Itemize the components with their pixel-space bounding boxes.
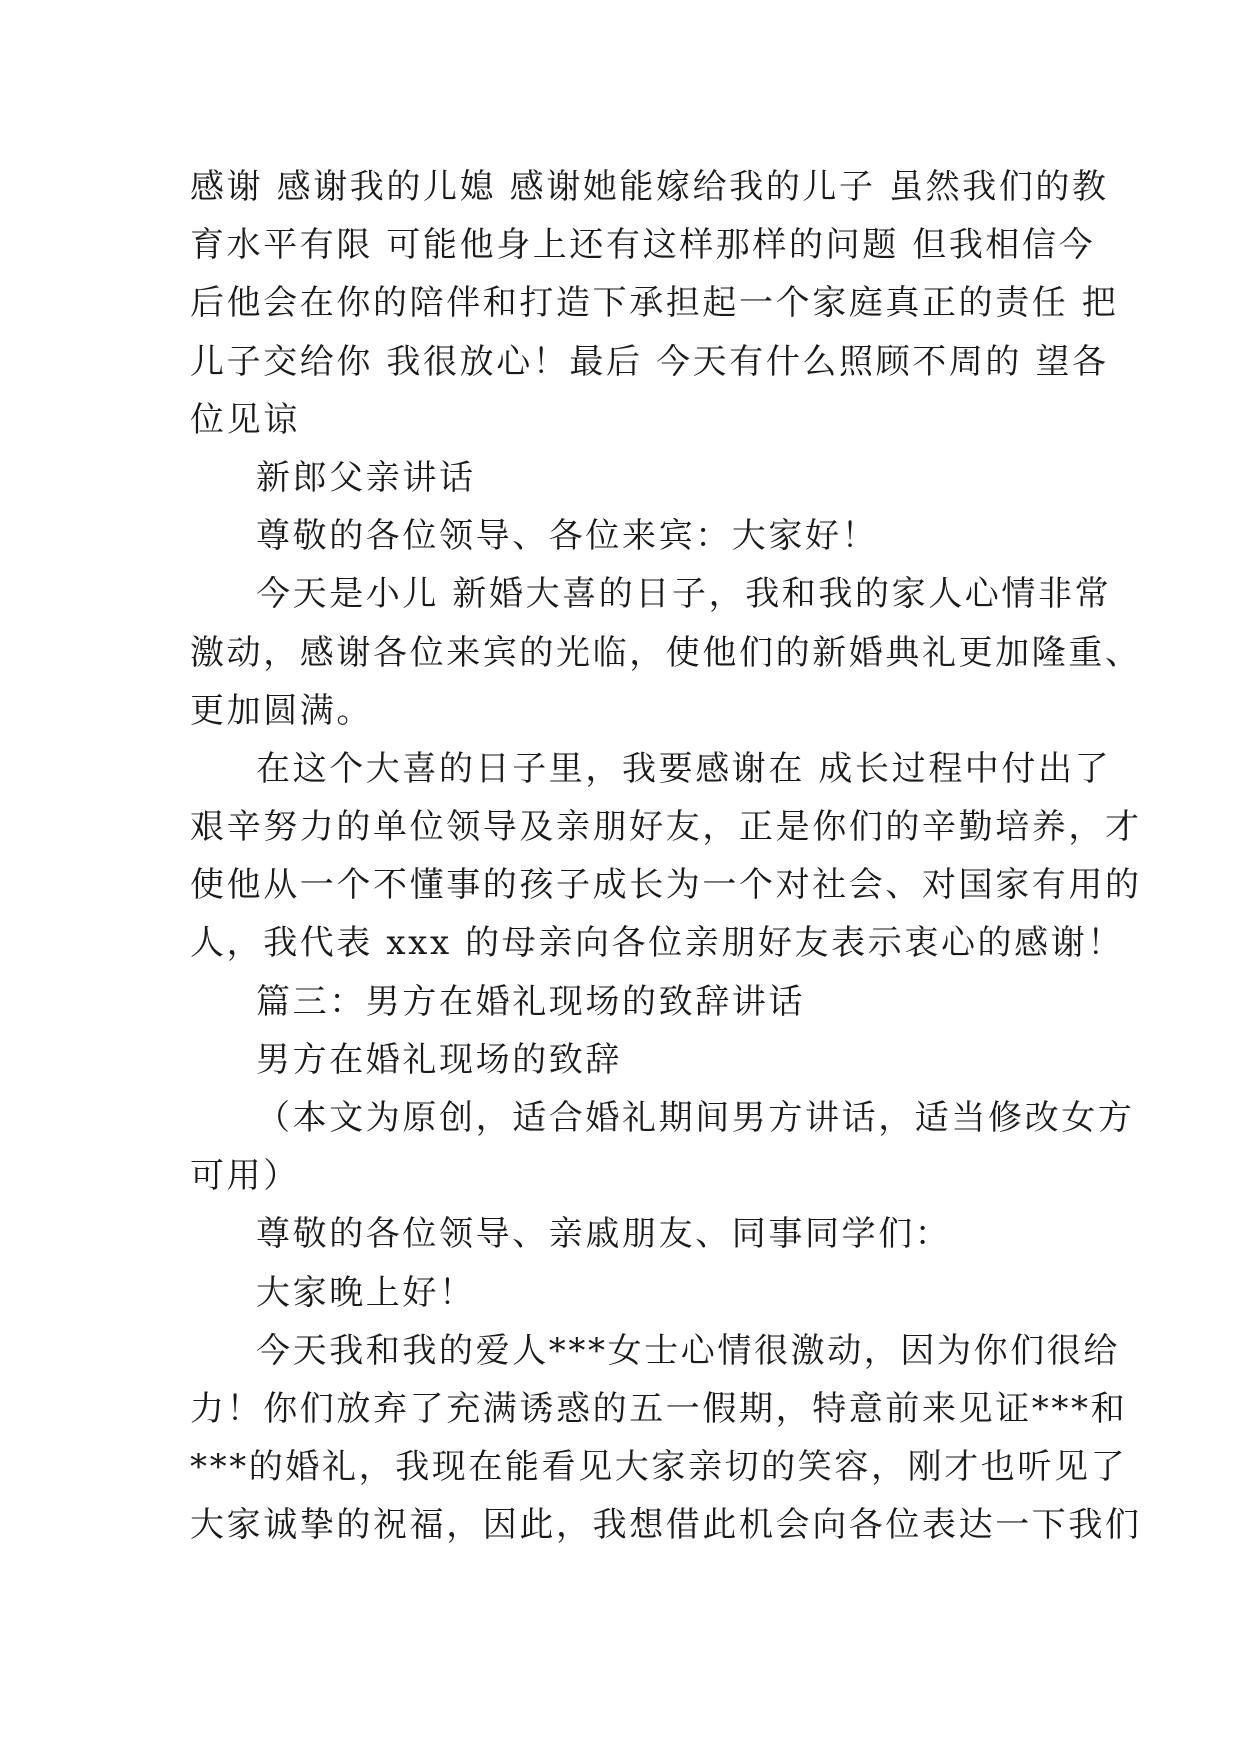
text-line: 育水平有限 可能他身上还有这样那样的问题 但我相信今 — [190, 225, 1096, 266]
article-title: 男方在婚礼现场的致辞 — [256, 1039, 622, 1080]
text-line: 激动，感谢各位来宾的光临，使他们的新婚典礼更加隆重、 — [190, 632, 1142, 673]
salutation: 尊敬的各位领导、各位来宾：大家好！ — [256, 516, 879, 557]
text-line: 可用） — [190, 1156, 300, 1197]
paragraph-start: 今天我和我的爱人***女士心情很激动，因为你们很给 — [256, 1330, 1120, 1371]
note-paragraph: （本文为原创，适合婚礼期间男方讲话，适当修改女方 — [256, 1098, 1135, 1138]
text-line: 后他会在你的陪伴和打造下承担起一个家庭真正的责任 把 — [190, 283, 1119, 324]
text-line: ***的婚礼，我现在能看见大家亲切的笑容，刚才也听见了 — [190, 1447, 1128, 1488]
text-line: 位见谅 — [190, 399, 300, 440]
paragraph-start: 今天是小儿 新婚大喜的日子，我和我的家人心情非常 — [256, 574, 1112, 615]
greeting: 大家晚上好！ — [256, 1272, 476, 1313]
text-line: 艰辛努力的单位领导及亲朋好友，正是你们的辛勤培养，才 — [190, 807, 1142, 848]
text-line: 力！你们放弃了充满诱惑的五一假期，特意前来见证***和 — [190, 1388, 1128, 1429]
chapter-heading: 篇三：男方在婚礼现场的致辞讲话 — [256, 981, 805, 1022]
salutation: 尊敬的各位领导、亲戚朋友、同事同学们： — [256, 1214, 952, 1255]
text-line: 儿子交给你 我很放心！最后 今天有什么照顾不周的 望各 — [190, 341, 1109, 382]
paragraph-start: 在这个大喜的日子里，我要感谢在 成长过程中付出了 — [256, 748, 1112, 789]
text-line: 大家诚挚的祝福，因此，我想借此机会向各位表达一下我们 — [190, 1505, 1142, 1546]
body-text — [190, 158, 1142, 1555]
text-line: 使他从一个不懂事的孩子成长为一个对社会、对国家有用的 — [190, 865, 1142, 906]
text-line: 感谢 感谢我的儿媳 感谢她能嫁给我的儿子 虽然我们的教 — [190, 167, 1109, 207]
text-line: 更加圆满。 — [190, 690, 373, 731]
section-heading: 新郎父亲讲话 — [256, 457, 476, 498]
text-line: 人，我代表 xxx 的母亲向各位亲朋好友表示衷心的感谢！ — [190, 923, 1124, 964]
